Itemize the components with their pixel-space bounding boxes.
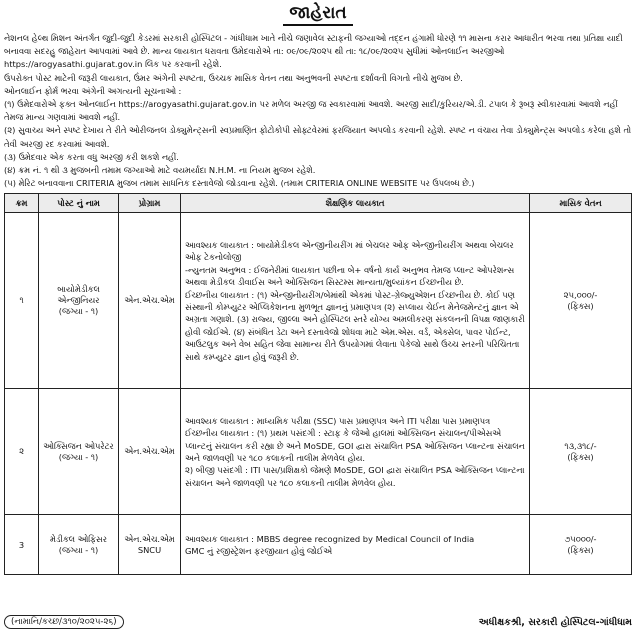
instruction-item: (૨) સુવાચ્ય અને સ્પષ્ટ દેખાય તે રીતે ઓરીજનલ ડોક્યુમેન્ટ્સની સ્વપ્રમાણિત ફોટોકોપી સોફ્ટવેરમાં ફરજિયાત અપલોડ કરવાની રહેશે. સ્પષ્ટ ન વંચાય તેવા ડોક્યુમેન્ટ્સ અપલોડ કરેલા હશે તો તેવી અરજી રદ કરવામાં આવશે. bbox=[4, 125, 632, 149]
salary-note: (ફિક્સ) bbox=[567, 451, 594, 462]
instruction-item: (૪) ક્રમ નં. ૧ થી ૩ મુજબની તમામ જગ્યાઓ માટે વયમર્યાદા N.H.M. ના નિયમ મુજબ રહેશે. bbox=[4, 165, 316, 176]
qualification-cell bbox=[181, 389, 530, 515]
qualification-essential: આવશ્યક લાયકાત : માધ્યમિક પરીક્ષા (SSC) પાસ પ્રમાણપત્ર અને ITI પરીક્ષા પાસ પ્રમાણપત્ર bbox=[185, 415, 491, 426]
qualification-second-preference: ૨) બીજી પસંદગી : ITI પાસ/પ્રશિક્ષકો જેમણે MoSDE, GOI દ્વારા સંચાલિત PSA ઓક્સિજન પ્લાન્ટના સંચાલન અને જાળવણી પર ૧૮૦ કલાકની તાલીમ મેળવેલ હોય. bbox=[185, 465, 525, 488]
program-cell: એન.એચ.એમ bbox=[119, 389, 181, 515]
salary-amount: ૨૫,૦૦૦/- bbox=[563, 289, 598, 300]
table-row bbox=[5, 389, 632, 515]
qualification-cell bbox=[181, 213, 530, 389]
table-row bbox=[5, 213, 632, 389]
instruction-item: (૧) ઉમેદવારોએ ફક્ત ઓનલાઈન https://arogyasathi.gujarat.gov.in પર મળેલ અરજી જ સ્વકારવામાં આવશે. અરજી સાદી/કુરિયર/એ.ડી. ટપાલ કે રૂબરૂ સ્વીકારવામાં આવશે નહીં તેમજ માન્ય ગણવામાં આવશે નહીં. bbox=[4, 99, 618, 123]
qualification-cell bbox=[181, 515, 530, 575]
serial-cell: 3 bbox=[5, 515, 39, 575]
header-post: પોસ્ટ નું નામ bbox=[39, 194, 119, 213]
qualification-desirable: ઈચ્છનીય લાયકાત : (૧) પ્રથમ પસંદગી : સ્ટાફ કે જેઓ હાલમાં ઓક્સિજન સંચાલન/પીએસએ પ્લાન્ટનું સંચાલન કરી રહ્યા છે અને MoSDE, GOI દ્વારા સંચાલિત PSA ઓક્સિજન પ્લાન્ટના સંચાલન અને જાળવણી પર ૧૮૦ કલાકની તાલીમ મેળવેલ હોય. bbox=[185, 428, 525, 463]
program-cell: એન.એચ.એમ bbox=[119, 213, 181, 389]
salary-cell bbox=[530, 515, 632, 575]
intro-paragraph-3: ઓનલાઈન ફોર્મ ભરવા અંગેની અગત્યની સૂચનાઓ : bbox=[4, 85, 182, 96]
serial-cell: ૧ bbox=[5, 213, 39, 389]
table-header-row bbox=[5, 194, 632, 213]
vacancy-table bbox=[4, 193, 632, 575]
salary-amount: ૭૫૦૦૦/- bbox=[564, 533, 597, 544]
program-name: એન.એચ.એમ bbox=[124, 534, 175, 545]
program-unit: SNCU bbox=[137, 545, 162, 556]
footer bbox=[4, 612, 632, 632]
page-title: જાહેરાત bbox=[283, 2, 352, 26]
qualification-essential: આવશ્યક લાયકાત : બાયોમેડીકલ એન્જીનીયરીંગ માં બેચલર ઓફ એન્જીનીયરીંગ અથવા બેચલર ઓફ ટેકનોલોજી bbox=[185, 239, 514, 263]
header-salary: માસિક વેતન bbox=[530, 194, 632, 213]
post-vacancy: (જગ્યા - ૧) bbox=[58, 306, 99, 317]
salary-cell bbox=[530, 213, 632, 389]
post-name: ઓક્સિજન ઓપરેટર bbox=[43, 440, 114, 451]
qualification-essential: આવશ્યક લાયકાત : MBBS degree recognized by Medical Council of India bbox=[185, 533, 475, 544]
post-vacancy: (જગ્યા - ૧) bbox=[58, 544, 99, 555]
header-program: પ્રોગ્રામ bbox=[119, 194, 181, 213]
intro-text bbox=[4, 32, 632, 98]
instruction-item: (૩) ઉમેદવાર એક કરતા વધુ અરજી કરી શકશે નહીં. bbox=[4, 151, 179, 162]
serial-cell: ૨ bbox=[5, 389, 39, 515]
table-row bbox=[5, 515, 632, 575]
salary-note: (ફિક્સ) bbox=[567, 300, 594, 311]
instructions-list bbox=[4, 98, 632, 190]
salary-amount: ૧૩,૩૧૮/- bbox=[564, 440, 597, 451]
post-cell bbox=[39, 213, 119, 389]
intro-paragraph-1: નેશનલ હેલ્થ મિશન અંતર્ગત જુદી-જુદી કેડરમાં સરકારી હોસ્પિટલ - ગાંધીધામ ખાતે નીચે જણાવેલ સ્ટાફની જગ્યાઓ તદ્દન હંગામી ધોરણે ૧૧ માસના કરાર આધારીત ભરવા તથા પ્રતિક્ષા યાદી બનાવવા સદરહુ જાહેરાત આપવામાં આવે છે. માન્ય લાયકાત ધરાવતા ઉમેદવારોએ તા: ૦૯/૦૯/૨૦૨૫ થી તા: ૧૮/૦૯/૨૦૨૫ સુધીમાં ઓનલાઈન અરજીઓ https://arogyasathi.gujarat.gov.in લિંક પર કરવાની રહેશે. bbox=[4, 33, 623, 70]
header-serial: ક્રમ bbox=[5, 194, 39, 213]
qualification-desirable: ઈચ્છનીય લાયકાત : (૧) એન્જીનીયરીંગ/બેમાંથી એકમાં પોસ્ટ-ગ્રેજ્યુએશન ઈચ્છનીય છે. કોઈ પણ સંસ્થાની કોમ્પ્યુટર એપ્લિકેશનના મુળભૂત જ્ઞાનનું પ્રમાણપત્ર (૨) સપ્લાય ચેઈન મેનેજમેન્ટનું જ્ઞાન એ અગ્રતા ગણાશે. (૩) રાજ્ય, જીલ્લા અને હોસ્પિટલ સ્તરે યોગ્ય અમલીકરણ સંકલનની વિપક્ષ જાણકારી હોવી જોઈએ. (૪) સંબંધિત ડેટા અને દસ્તાવેજો શોધવા માટે એમ.એસ. વર્ડ, એક્સેલ, પાવર પોઈન્ટ, આઉટલુક અને વેબ સહિત જેવા સામાન્ય રીતે ઉપયોગમાં લેવાતા પેકેજો સાથે ઉચ્ચ સ્તરની પરિચિતતા સાથે કમ્પ્યુટર જ્ઞાન હોવું જરૂરી છે. bbox=[185, 289, 525, 362]
signature-line: અધીક્ષકશ્રી, સરકારી હોસ્પિટલ-ગાંધીધામ bbox=[478, 616, 632, 628]
reference-number: (નામાનિ/કચ્છ/૩૧૦/૨૦૨૫-૨૬) bbox=[4, 615, 124, 629]
intro-paragraph-2: ઉપરોક્ત પોસ્ટ માટેની જરૂરી લાયકાત, ઉંમર અંગેની સ્પષ્ટતા, ઉચ્ચક માસિક વેતન તથા અનુભવની સ્પષ્ટતા દર્શાવતી વિગતો નીચે મુજબ છે. bbox=[4, 72, 463, 83]
post-name: બાયોમેડીકલ એન્જીનિયર bbox=[57, 284, 100, 306]
title-area bbox=[4, 0, 632, 30]
qualification-registration: GMC નું રજીસ્ટ્રેશન ફરજીયાત હોવું જોઈએ bbox=[185, 545, 332, 556]
salary-cell bbox=[530, 389, 632, 515]
post-vacancy: (જગ્યા - ૧) bbox=[58, 451, 99, 462]
post-cell bbox=[39, 389, 119, 515]
qualification-experience: -ન્યુનતમ અનુભવ : ઈજનેરીમાં લાયકાત પછીના બે+ વર્ષનો કાર્ય અનુભવ તેમજ પ્લાન્ટ ઓપરેશન્સ અથવા મેડીકલ ડીવાઈસ અને ઓક્સિજન સિસ્ટમ્સ માન્યતા/મુલ્યાંકન ઈચ્છનીય છે. bbox=[185, 264, 515, 288]
salary-note: (ફિક્સ) bbox=[567, 544, 594, 555]
header-qualification: શૈક્ષણિક લાયકાત bbox=[181, 194, 530, 213]
instruction-item: (૫) મેરિટ બનાવવાના CRITERIA મુજબ તમામ સાધનિક દસ્તાવેજો જોડવાના રહેશે. (તમામ CRITERIA ONLINE WEBSITE પર ઉપલબ્ધ છે.) bbox=[4, 178, 475, 189]
post-name: મેડીકલ ઓફિસર bbox=[50, 533, 107, 544]
program-cell bbox=[119, 515, 181, 575]
post-cell bbox=[39, 515, 119, 575]
